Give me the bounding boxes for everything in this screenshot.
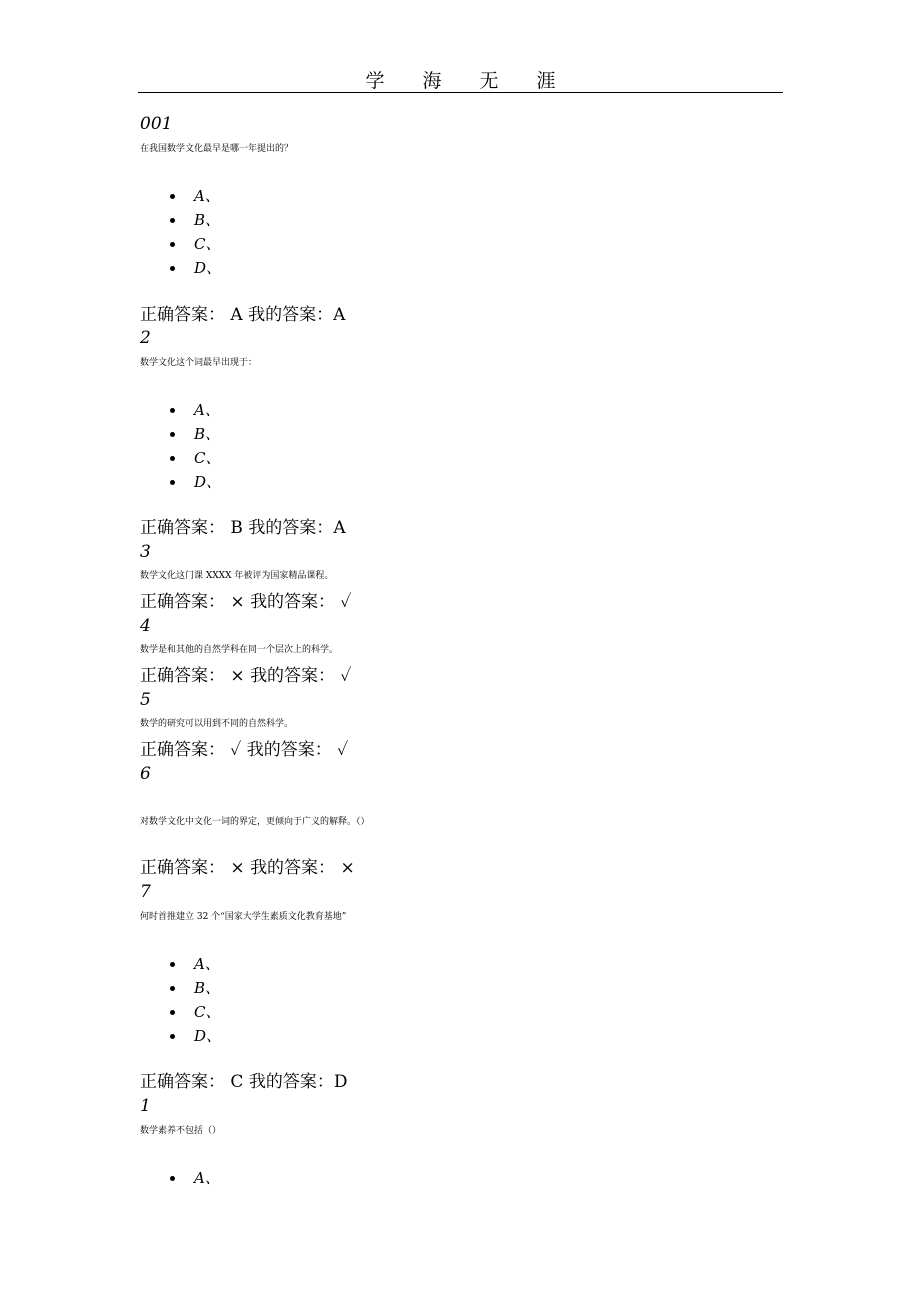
option-c[interactable]: C、 [162, 446, 221, 470]
bullet-icon [170, 962, 175, 967]
question-stem: 数学的研究可以用到不同的自然科学。 [140, 719, 294, 729]
my-answer: ✓ [337, 740, 349, 760]
question-stem: 数学是和其他的自然学科在同一个层次上的科学。 [140, 645, 339, 655]
header-rule [138, 92, 783, 93]
option-b[interactable]: B、 [162, 976, 221, 1000]
bullet-icon [170, 408, 175, 413]
correct-answer: × [230, 592, 245, 612]
option-c[interactable]: C、 [162, 232, 221, 256]
question-number: 7 [140, 882, 151, 902]
option-b[interactable]: B、 [162, 208, 221, 232]
question-stem: 何时首推建立 32 个“国家大学生素质文化教育基地” [140, 912, 347, 922]
correct-answer: ✓ [230, 740, 242, 760]
option-a[interactable]: A、 [162, 1166, 220, 1190]
question-stem: 数学素养不包括（） [140, 1126, 222, 1136]
option-list [162, 952, 221, 1048]
my-answer: A [333, 305, 346, 325]
question-stem: 数学文化这个词最早出现于： [140, 358, 258, 368]
bullet-icon [170, 266, 175, 271]
answer-line: 正确答案： C 我的答案：D [140, 1072, 348, 1092]
question-stem: 数学文化这门课 XXXX 年被评为国家精品课程。 [140, 571, 334, 581]
bullet-icon [170, 480, 175, 485]
my-answer: A [333, 518, 346, 538]
correct-answer: A [230, 305, 243, 325]
question-number: 5 [140, 690, 151, 710]
bullet-icon [170, 986, 175, 991]
bullet-icon [170, 456, 175, 461]
question-stem: 在我国数学文化最早是哪一年提出的？ [140, 144, 294, 154]
answer-line: 正确答案： A 我的答案：A [140, 305, 346, 325]
bullet-icon [170, 242, 175, 247]
correct-answer: B [230, 518, 243, 538]
question-number: 4 [140, 616, 151, 636]
header-title: 学 海 无 涯 [365, 70, 572, 92]
page-header [138, 62, 783, 94]
option-list [162, 398, 221, 494]
answer-line: 正确答案： × 我的答案： ✓ [140, 666, 352, 686]
option-b[interactable]: B、 [162, 422, 221, 446]
answer-line: 正确答案： ✓ 我的答案： ✓ [140, 740, 349, 760]
question-number: 3 [140, 542, 151, 562]
bullet-icon [170, 194, 175, 199]
answer-line: 正确答案： B 我的答案：A [140, 518, 346, 538]
option-list [162, 1166, 220, 1190]
bullet-icon [170, 1010, 175, 1015]
option-a[interactable]: A、 [162, 952, 221, 976]
answer-line: 正确答案： × 我的答案： ✓ [140, 592, 352, 612]
option-a[interactable]: A、 [162, 398, 221, 422]
option-d[interactable]: D、 [162, 256, 221, 280]
my-answer: ✓ [340, 666, 352, 686]
option-d[interactable]: D、 [162, 1024, 221, 1048]
question-number: 6 [140, 764, 151, 784]
bullet-icon [170, 1034, 175, 1039]
question-number: 001 [140, 114, 173, 134]
question-stem: 对数学文化中文化一词的界定，更倾向于广义的解释。（） [140, 817, 370, 827]
option-list [162, 184, 221, 280]
question-number: 2 [140, 328, 151, 348]
answer-line: 正确答案： × 我的答案： × [140, 858, 355, 878]
correct-answer: × [230, 858, 245, 878]
bullet-icon [170, 218, 175, 223]
option-a[interactable]: A、 [162, 184, 221, 208]
my-answer: × [340, 858, 355, 878]
my-answer: D [333, 1072, 348, 1092]
question-number: 1 [140, 1096, 151, 1116]
correct-answer: C [230, 1072, 244, 1092]
bullet-icon [170, 432, 175, 437]
correct-answer: × [230, 666, 245, 686]
option-c[interactable]: C、 [162, 1000, 221, 1024]
my-answer: ✓ [340, 592, 352, 612]
bullet-icon [170, 1176, 175, 1181]
option-d[interactable]: D、 [162, 470, 221, 494]
